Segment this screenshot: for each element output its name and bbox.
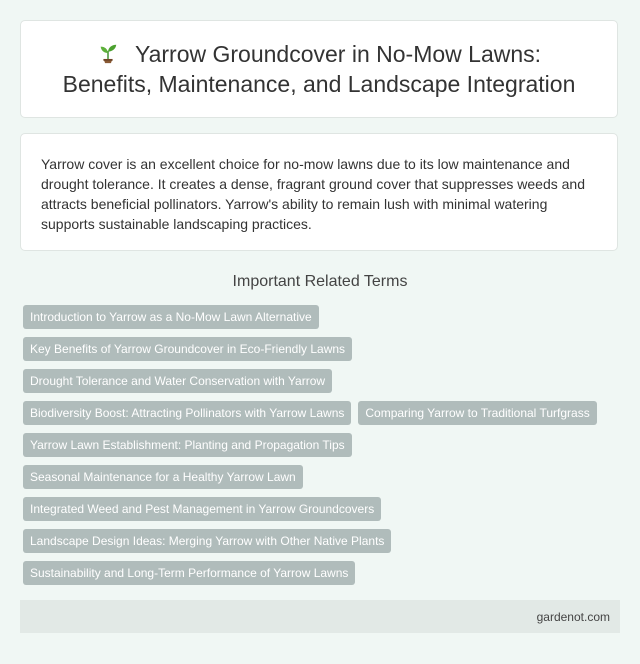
- related-term-tag[interactable]: Key Benefits of Yarrow Groundcover in Eco-Friendly Lawns: [23, 337, 352, 361]
- title-card: [20, 20, 618, 118]
- summary-card: [20, 133, 618, 251]
- page-title: [63, 39, 576, 99]
- related-terms-heading: Important Related Terms: [232, 273, 408, 290]
- title-line-2: Benefits, Maintenance, and Landscape Integration: [62, 71, 576, 97]
- related-term-tag[interactable]: Biodiversity Boost: Attracting Pollinators with Yarrow Lawns: [23, 401, 351, 425]
- related-terms-list: [23, 305, 623, 585]
- footer-site-link[interactable]: gardenot.com: [536, 609, 610, 624]
- footer: [20, 600, 620, 633]
- related-term-tag[interactable]: Seasonal Maintenance for a Healthy Yarrow Lawn: [23, 465, 303, 489]
- seedling-icon: [97, 42, 119, 64]
- related-term-tag[interactable]: Yarrow Lawn Establishment: Planting and Propagation Tips: [23, 433, 352, 457]
- related-term-tag[interactable]: Integrated Weed and Pest Management in Yarrow Groundcovers: [23, 497, 381, 521]
- related-term-tag[interactable]: Drought Tolerance and Water Conservation with Yarrow: [23, 369, 332, 393]
- summary-text: Yarrow cover is an excellent choice for no-mow lawns due to its low maintenance and drought tolerance. It creates a dense, fragrant ground cover that suppresses weeds and attracts beneficial pollinators. Yarrow's ability to remain lush with minimal watering supports sustainable landscaping practices.: [41, 156, 585, 232]
- related-term-tag[interactable]: Introduction to Yarrow as a No-Mow Lawn Alternative: [23, 305, 319, 329]
- related-term-tag[interactable]: Landscape Design Ideas: Merging Yarrow with Other Native Plants: [23, 529, 391, 553]
- related-term-tag[interactable]: Sustainability and Long-Term Performance of Yarrow Lawns: [23, 561, 355, 585]
- related-term-tag[interactable]: Comparing Yarrow to Traditional Turfgrass: [358, 401, 596, 425]
- title-line-1: Yarrow Groundcover in No-Mow Lawns:: [134, 41, 542, 67]
